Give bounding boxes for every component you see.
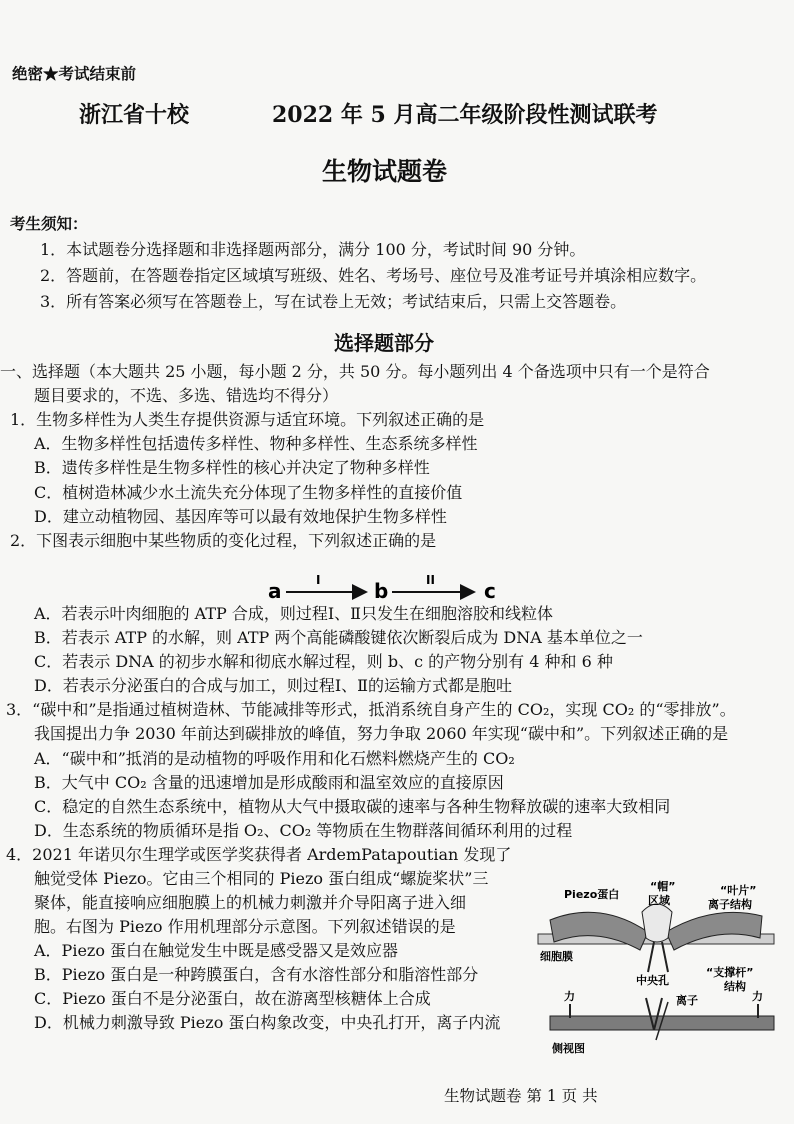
anchor-left: [648, 942, 654, 972]
question-4-option-a: A．Piezo 蛋白在触觉发生中既是感受器又是效应器: [34, 941, 399, 960]
label-force-left: 力: [564, 990, 575, 1003]
question-4-option-d: D．机械力刺激导致 Piezo 蛋白构象改变，中央孔打开，离子内流: [34, 1013, 501, 1032]
label-membrane: 细胞膜: [540, 950, 573, 963]
label-central-pore: 中央孔: [636, 974, 669, 987]
notice-title: 考生须知：: [10, 214, 88, 233]
question-3-option-a: A．“碳中和”抵消的是动植物的呼吸作用和化石燃料燃烧产生的 CO₂: [34, 749, 515, 768]
question-4-option-c: C．Piezo 蛋白不是分泌蛋白，故在游离型核糖体上合成: [34, 989, 431, 1008]
substance-b: b: [374, 579, 389, 603]
confidential-mark: 绝密★考试结束前: [12, 64, 137, 83]
notice-item: 3．所有答案必须写在答题卷上，写在试卷上无效；考试结束后，只需上交答题卷。: [40, 292, 627, 311]
notice-item: 2．答题前，在答题卷指定区域填写班级、姓名、考场号、座位号及准考证号并填涂相应数字。: [40, 266, 707, 285]
question-4-stem-cont: 胞。右图为 Piezo 作用机理部分示意图。下列叙述错误的是: [34, 917, 456, 936]
question-1-option-c: C．植树造林减少水土流失充分体现了生物多样性的直接价值: [34, 483, 463, 502]
question-3-stem: 3．“碳中和”是指通过植树造林、节能减排等形式，抵消系统自身产生的 CO₂，实现 CO₂ 的“零排放”。: [6, 700, 736, 719]
substance-c: c: [484, 579, 496, 603]
question-1-option-d: D．建立动植物园、基因库等可以最有效地保护生物多样性: [34, 507, 447, 526]
exam-title: 2022 年 5 月高二年级阶段性测试联考: [272, 102, 658, 128]
question-2-option-c: C．若表示 DNA 的初步水解和彻底水解过程，则 b、c 的产物分别有 4 种和 6 种: [34, 652, 613, 671]
school-name: 浙江省十校: [79, 102, 190, 128]
piezo-mechanism-figure: [530, 880, 786, 1060]
question-2-option-a: A．若表示叶肉细胞的 ATP 合成，则过程Ⅰ、Ⅱ只发生在细胞溶胶和线粒体: [34, 604, 554, 623]
question-3-option-d: D．生态系统的物质循环是指 O₂、CO₂ 等物质在生物群落间循环利用的过程: [34, 821, 573, 840]
label-ion: 离子: [676, 994, 698, 1007]
question-2-option-b: B．若表示 ATP 的水解，则 ATP 两个高能磷酸键依次断裂后成为 DNA 基本单位之一: [34, 628, 643, 647]
question-4-stem-cont: 聚体，能直接响应细胞膜上的机械力刺激并介导阳离子进入细: [34, 893, 467, 912]
anchor-right: [662, 942, 668, 972]
process-diagram: [262, 570, 512, 604]
label-anchor: “支撑杆”: [706, 966, 754, 979]
step2-label: II: [426, 573, 435, 587]
label-anchor-structure: 结构: [724, 980, 746, 993]
question-3-option-b: B．大气中 CO₂ 含量的迅速增加是形成酸雨和温室效应的直接原因: [34, 773, 504, 792]
question-4-option-b: B．Piezo 蛋白是一种跨膜蛋白，含有水溶性部分和脂溶性部分: [34, 965, 479, 984]
step1-label: I: [316, 573, 321, 587]
question-1-stem: 1．生物多样性为人类生存提供资源与适宜环境。下列叙述正确的是: [10, 410, 485, 429]
question-4-stem: 4．2021 年诺贝尔生理学或医学奖获得者 ArdemPatapoutian 发现了: [6, 845, 512, 864]
part1-instructions: 一、选择题（本大题共 25 小题，每小题 2 分，共 50 分。每小题列出 4 个备选项中只有一个是符合: [0, 362, 710, 381]
question-2-stem: 2．下图表示细胞中某些物质的变化过程，下列叙述正确的是: [10, 531, 437, 550]
subject-title: 生物试题卷: [322, 157, 448, 186]
section-title: 选择题部分: [334, 331, 434, 355]
label-side-view: 侧视图: [552, 1042, 585, 1055]
question-2-option-d: D．若表示分泌蛋白的合成与加工，则过程Ⅰ、Ⅱ的运输方式都是胞吐: [34, 676, 513, 695]
label-blade: “叶片”: [720, 884, 757, 897]
page-footer: 生物试题卷 第 1 页 共: [444, 1087, 598, 1105]
label-piezo-protein: Piezo蛋白: [564, 888, 620, 901]
notice-item: 1．本试题卷分选择题和非选择题两部分，满分 100 分，考试时间 90 分钟。: [40, 240, 586, 259]
label-ion-structure: 离子结构: [708, 898, 752, 911]
label-cap: “帽”: [650, 880, 676, 893]
question-1-option-a: A．生物多样性包括遗传多样性、物种多样性、生态系统多样性: [34, 434, 478, 453]
cap-region: [642, 904, 672, 942]
substance-a: a: [268, 579, 282, 603]
question-1-option-b: B．遗传多样性是生物多样性的核心并决定了物种多样性: [34, 458, 430, 477]
label-region: 区域: [648, 894, 670, 907]
question-4-stem-cont: 触觉受体 Piezo。它由三个相同的 Piezo 蛋白组成“螺旋桨状”三: [34, 869, 489, 888]
question-3-option-c: C．稳定的自然生态系统中，植物从大气中摄取碳的速率与各种生物释放碳的速率大致相同: [34, 797, 671, 816]
label-force-right: 力: [752, 990, 763, 1003]
question-3-stem-cont: 我国提出力争 2030 年前达到碳排放的峰值，努力争取 2060 年实现“碳中和”。下列叙述正确的是: [34, 724, 729, 743]
part1-instructions-cont: 题目要求的，不选、多选、错选均不得分）: [34, 386, 339, 405]
